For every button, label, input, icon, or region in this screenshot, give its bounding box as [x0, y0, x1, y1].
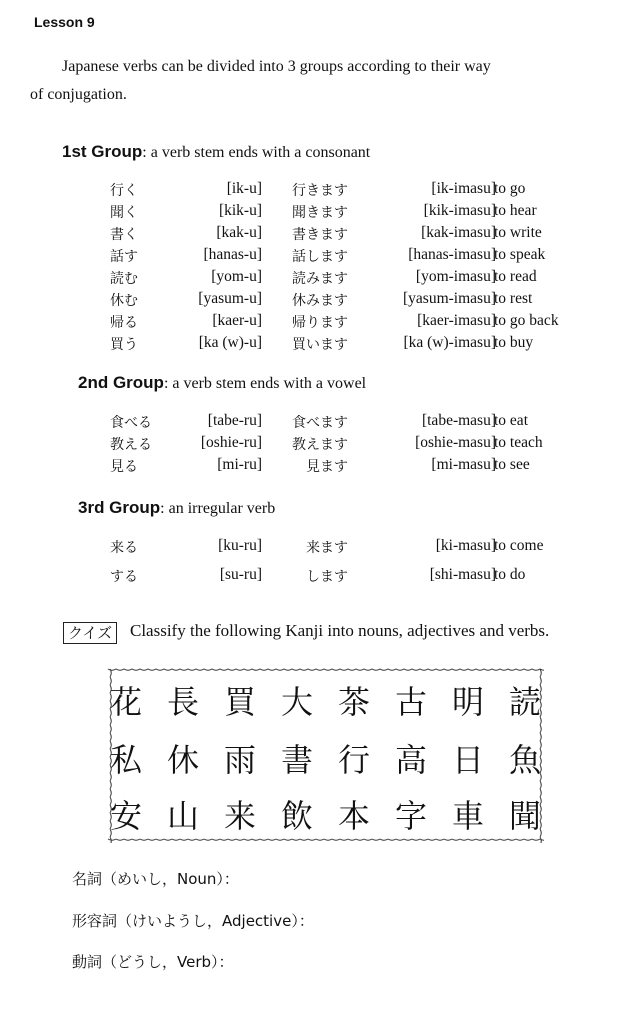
kanji-cell: 私: [109, 741, 142, 779]
english-meaning: to teach: [494, 434, 543, 451]
verb-row: [0, 246, 638, 266]
kanji-cell: 飲: [280, 797, 313, 835]
english-meaning: to hear: [494, 202, 537, 219]
group-2-heading: [78, 373, 366, 393]
dictionary-romaji: [yasum-u]: [198, 290, 262, 307]
masu-romaji: [ka (w)-imasu]: [403, 334, 496, 351]
dictionary-form: 来る: [110, 540, 138, 556]
masu-form: 書きます: [292, 227, 348, 243]
english-meaning: to rest: [494, 290, 533, 307]
dictionary-romaji: [ku-ru]: [218, 537, 262, 554]
english-meaning: to come: [494, 537, 544, 554]
masu-form: 読みます: [292, 271, 348, 287]
dictionary-form: 聞く: [110, 205, 138, 221]
masu-romaji: [tabe-masu]: [421, 412, 496, 429]
kanji-cell: 大: [280, 683, 313, 721]
answer-verb: 動詞（どうし，Verb）：: [72, 953, 234, 971]
verb-row: [0, 566, 638, 586]
kanji-cell: 聞: [508, 797, 541, 835]
dictionary-form: 帰る: [110, 315, 138, 331]
kanji-cell: 雨: [223, 741, 256, 779]
kanji-cell: 書: [280, 741, 313, 779]
kanji-cell: 本: [337, 797, 370, 835]
masu-form: 行きます: [292, 183, 348, 199]
masu-form: 聞きます: [292, 205, 348, 221]
verb-row: [0, 268, 638, 288]
kanji-cell: 安: [109, 797, 142, 835]
english-meaning: to write: [494, 224, 542, 241]
masu-romaji: [kaer-imasu]: [417, 312, 496, 329]
group-1-label: 1st Group: [62, 142, 143, 161]
kanji-cell: 茶: [337, 683, 370, 721]
masu-form: 帰ります: [292, 315, 348, 331]
lesson-title: Lesson 9: [34, 14, 95, 30]
dictionary-form: 食べる: [110, 415, 152, 431]
dictionary-form: 読む: [110, 271, 138, 287]
dictionary-romaji: [ka (w)-u]: [198, 334, 262, 351]
masu-romaji: [yasum-imasu]: [403, 290, 496, 307]
dictionary-romaji: [kaer-u]: [212, 312, 262, 329]
masu-form: します: [306, 569, 348, 585]
kanji-row: [106, 735, 544, 791]
masu-form: 休みます: [292, 293, 348, 309]
masu-form: 買います: [292, 337, 348, 353]
masu-romaji: [ki-masu]: [435, 537, 496, 554]
kanji-cell: 日: [451, 741, 484, 779]
kanji-cell: 行: [337, 741, 370, 779]
group-1-desc: : a verb stem ends with a consonant: [142, 144, 371, 161]
kanji-cell: 休: [166, 741, 199, 779]
masu-romaji: [ik-imasu]: [431, 180, 496, 197]
dictionary-form: 行く: [110, 183, 138, 199]
english-meaning: to do: [494, 566, 526, 583]
intro-line-2: of conjugation.: [30, 86, 127, 103]
masu-romaji: [kak-imasu]: [421, 224, 496, 241]
quiz-label: クイズ: [63, 622, 117, 644]
masu-romaji: [shi-masu]: [429, 566, 496, 583]
dictionary-romaji: [tabe-ru]: [207, 412, 262, 429]
english-meaning: to see: [494, 456, 530, 473]
english-meaning: to go: [494, 180, 526, 197]
kanji-cell: 車: [451, 797, 484, 835]
dictionary-romaji: [ik-u]: [226, 180, 262, 197]
english-meaning: to buy: [494, 334, 534, 351]
verb-row: [0, 312, 638, 332]
masu-romaji: [hanas-imasu]: [408, 246, 496, 263]
kanji-cell: 花: [109, 683, 142, 721]
verb-row: [0, 202, 638, 222]
intro-line-1: Japanese verbs can be divided into 3 groups according to their way: [62, 58, 491, 75]
quiz-instruction: Classify the following Kanji into nouns, adjectives and verbs.: [130, 621, 550, 640]
answer-noun: 名詞（めいし，Noun）：: [72, 870, 239, 888]
dictionary-romaji: [hanas-u]: [203, 246, 262, 263]
kanji-row: [106, 677, 544, 733]
verb-row: [0, 290, 638, 310]
verb-row: [0, 412, 638, 432]
verb-row: [0, 180, 638, 200]
dictionary-romaji: [oshie-ru]: [200, 434, 262, 451]
group-3-heading: [78, 498, 275, 518]
kanji-cell: 明: [451, 683, 484, 721]
dictionary-romaji: [yom-u]: [211, 268, 262, 285]
group-2-label: 2nd Group: [78, 373, 164, 392]
dictionary-form: 教える: [110, 437, 152, 453]
kanji-cell: 読: [508, 683, 541, 721]
masu-romaji: [kik-imasu]: [423, 202, 496, 219]
verb-row: [0, 537, 638, 557]
english-meaning: to speak: [494, 246, 546, 263]
english-meaning: to eat: [494, 412, 528, 429]
masu-form: 見ます: [306, 459, 348, 475]
dictionary-form: 買う: [110, 337, 138, 353]
masu-form: 来ます: [306, 540, 348, 556]
english-meaning: to read: [494, 268, 537, 285]
kanji-cell: 高: [394, 741, 427, 779]
masu-form: 話します: [292, 249, 348, 265]
dictionary-form: 書く: [110, 227, 138, 243]
masu-romaji: [oshie-masu]: [415, 434, 496, 451]
dictionary-romaji: [mi-ru]: [217, 456, 262, 473]
verb-row: [0, 434, 638, 454]
kanji-cell: 山: [166, 797, 199, 835]
masu-form: 教えます: [292, 437, 348, 453]
kanji-box: [106, 665, 544, 843]
dictionary-romaji: [kik-u]: [218, 202, 262, 219]
verb-row: [0, 224, 638, 244]
answer-adjective: 形容詞（けいようし，Adjective）：: [72, 912, 314, 930]
group-1-heading: [62, 142, 370, 162]
kanji-grid: [106, 665, 544, 843]
group-3-label: 3rd Group: [78, 498, 161, 517]
dictionary-form: 休む: [110, 293, 138, 309]
kanji-cell: 長: [166, 683, 199, 721]
verb-row: [0, 456, 638, 476]
kanji-cell: 魚: [508, 741, 541, 779]
kanji-row: [106, 791, 544, 847]
verb-row: [0, 334, 638, 354]
dictionary-form: 見る: [110, 459, 138, 475]
group-2-desc: : a verb stem ends with a vowel: [163, 375, 367, 392]
kanji-cell: 買: [223, 683, 256, 721]
kanji-cell: 字: [394, 797, 427, 835]
dictionary-form: 話す: [110, 249, 138, 265]
dictionary-romaji: [su-ru]: [219, 566, 262, 583]
masu-form: 食べます: [292, 415, 348, 431]
masu-romaji: [yom-imasu]: [415, 268, 496, 285]
kanji-cell: 古: [394, 683, 427, 721]
group-3-desc: : an irregular verb: [160, 500, 276, 517]
dictionary-romaji: [kak-u]: [216, 224, 262, 241]
dictionary-form: する: [110, 569, 138, 585]
english-meaning: to go back: [494, 312, 559, 329]
masu-romaji: [mi-masu]: [431, 456, 496, 473]
kanji-cell: 来: [223, 797, 256, 835]
